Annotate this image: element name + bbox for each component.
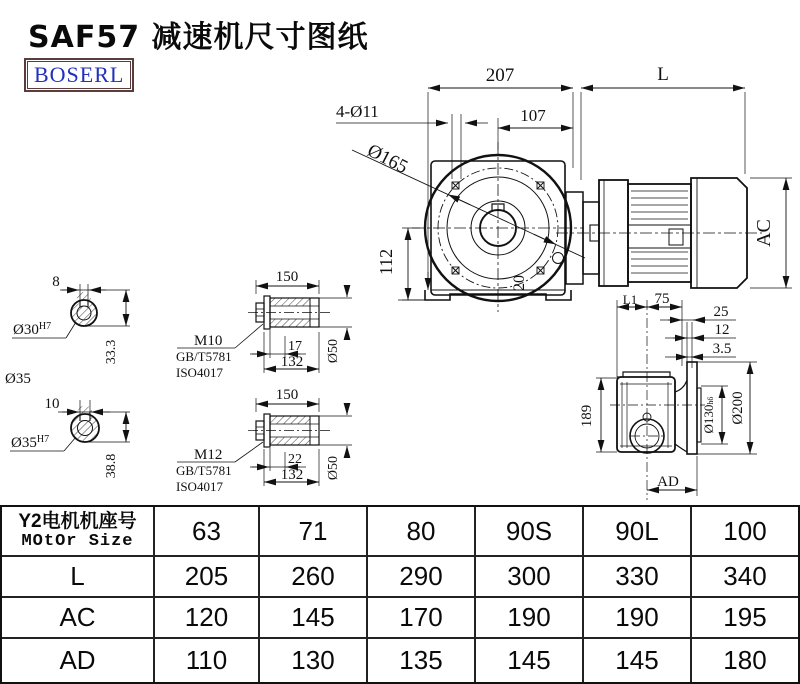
table-size-71: 71 — [260, 507, 368, 557]
table-cell-AC-80: 170 — [368, 598, 476, 639]
dim-4xd11: 4-Ø11 — [336, 102, 379, 121]
table-cell-L-80: 290 — [368, 557, 476, 598]
dim-keyw-8: 8 — [52, 274, 60, 290]
dim-d50-2: Ø50 — [326, 455, 341, 481]
brand-logo — [24, 58, 134, 92]
dim-17: 17 — [288, 339, 302, 354]
table-cell-L-71: 260 — [260, 557, 368, 598]
label-iso4017-2: ISO4017 — [176, 479, 223, 494]
label-M10: M10 — [194, 333, 223, 349]
dim-20: 20 — [511, 275, 528, 291]
table-size-80: 80 — [368, 507, 476, 557]
dim-33-3: 33.3 — [104, 339, 119, 365]
front-view-flange — [412, 142, 584, 312]
label-M12: M12 — [194, 447, 223, 463]
dim-207: 207 — [485, 65, 515, 86]
table-header-motor-size — [2, 507, 155, 557]
table-cell-AD-90L: 145 — [584, 639, 692, 682]
brand-logo-frame — [27, 61, 131, 89]
dim-25: 25 — [713, 304, 729, 320]
dim-22: 22 — [288, 452, 302, 467]
dimension-table — [0, 505, 800, 684]
brand-logo-text: BOSERL — [34, 62, 125, 87]
dim-AD: AD — [657, 474, 679, 490]
table-size-100: 100 — [692, 507, 798, 557]
table-cell-L-90S: 300 — [476, 557, 584, 598]
table-cell-AC-90L: 190 — [584, 598, 692, 639]
dim-3-5: 3.5 — [712, 341, 732, 357]
table-cell-AD-80: 135 — [368, 639, 476, 682]
table-cell-L-90L: 330 — [584, 557, 692, 598]
table-size-90L: 90L — [584, 507, 692, 557]
dim-L: L — [657, 64, 669, 85]
table-cell-AD-100: 180 — [723, 645, 767, 675]
dim-38-8: 38.8 — [104, 453, 119, 479]
dim-keyw-10: 10 — [44, 396, 60, 412]
dim-d50-1: Ø50 — [326, 338, 341, 364]
dim-L1: L1 — [622, 292, 638, 307]
label-gbt5781-1: GB/T5781 — [176, 349, 232, 364]
dim-132-1: 132 — [280, 354, 304, 370]
table-header-cn: Y2电机机座号 — [18, 510, 137, 532]
table-cell-L-63: 205 — [155, 557, 260, 598]
dim-12: 12 — [714, 322, 730, 338]
page-title: SAF57 减速机尺寸图纸 — [28, 20, 369, 55]
dim-132-2: 132 — [280, 467, 304, 483]
dim-150-2: 150 — [275, 387, 299, 403]
dim-AC: AC — [753, 219, 775, 247]
table-cell-AD-90S: 145 — [476, 639, 584, 682]
table-cell-AC-100: 195 — [692, 598, 798, 639]
dim-d200: Ø200 — [730, 391, 746, 425]
table-row-label-L: L — [2, 557, 155, 598]
dim-150-1: 150 — [275, 269, 299, 285]
dim-d35-od: Ø35 — [5, 371, 31, 387]
table-cell-AC-71: 145 — [260, 598, 368, 639]
table-cell-AC-63: 120 — [155, 598, 260, 639]
motor — [556, 178, 762, 288]
dim-107: 107 — [520, 106, 546, 125]
label-iso4017-1: ISO4017 — [176, 365, 223, 380]
table-cell-AD-71: 130 — [260, 639, 368, 682]
table-row-label-AD: AD — [2, 639, 155, 682]
dim-d30H7: $Ø30^{H7}$ — [13, 321, 52, 338]
table-size-90S: 90S — [476, 507, 584, 557]
table-cell-L-100: 340 — [692, 557, 798, 598]
table-row-label-AC: AC — [2, 598, 155, 639]
side-view — [610, 300, 705, 500]
dim-d130: Ø130h6 — [701, 396, 716, 434]
dim-d165: Ø165 — [363, 140, 412, 179]
dim-75: 75 — [654, 291, 670, 307]
dim-d35H7: $Ø35^{H7}$ — [11, 434, 50, 451]
label-gbt5781-2: GB/T5781 — [176, 463, 232, 478]
table-header-en: MOtOr Size — [21, 531, 134, 551]
dim-lines-top — [336, 88, 792, 300]
dim-189: 189 — [579, 404, 595, 428]
table-cell-AC-90S: 190 — [476, 598, 584, 639]
table-cell-AD-63: 110 — [155, 639, 260, 682]
table-size-63: 63 — [155, 507, 260, 557]
dim-112: 112 — [376, 248, 396, 276]
